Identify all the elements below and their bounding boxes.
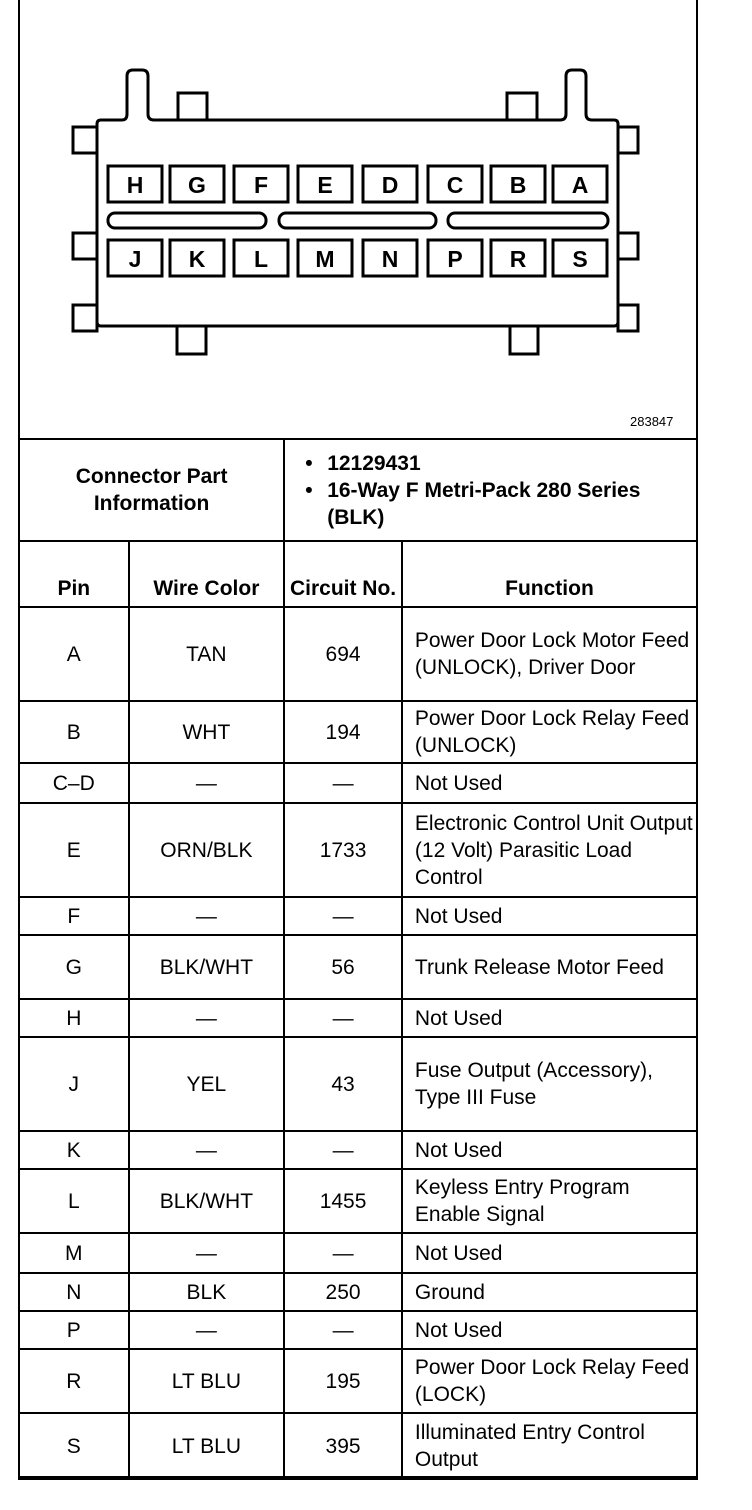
circuit-cell: — <box>284 1233 402 1273</box>
wire-color-cell: — <box>129 1311 285 1349</box>
wire-color-cell: BLK/WHT <box>129 935 285 999</box>
table-row <box>19 607 697 701</box>
pin-cavity-C <box>428 166 482 202</box>
function-cell: Fuse Output (Accessory), Type III Fuse <box>402 1037 697 1131</box>
pin-label: S <box>572 246 588 272</box>
circuit-cell: 250 <box>284 1273 402 1311</box>
circuit-cell: — <box>284 1131 402 1169</box>
pin-cavity-E <box>298 166 352 202</box>
table-row <box>19 803 697 897</box>
pin-cavity-F <box>234 166 288 202</box>
pin-label: C <box>446 172 464 198</box>
function-cell: Not Used <box>402 999 697 1037</box>
wire-color-cell: — <box>129 1233 285 1273</box>
pin-cell: B <box>19 701 129 763</box>
pin-cell: C–D <box>19 763 129 803</box>
pinout-table <box>18 438 698 1480</box>
pin-cavity-R <box>491 240 545 276</box>
pin-cavity-M <box>298 240 352 276</box>
pin-cavity-H <box>108 166 162 202</box>
circuit-cell: — <box>284 999 402 1037</box>
header-pin: Pin <box>19 541 129 607</box>
pin-label: D <box>381 172 399 198</box>
circuit-cell: 195 <box>284 1349 402 1413</box>
function-cell: Electronic Control Unit Output (12 Volt) Parasitic Load Control <box>402 803 697 897</box>
pin-cell: G <box>19 935 129 999</box>
circuit-cell: 694 <box>284 607 402 701</box>
wire-color-cell: LT BLU <box>129 1413 285 1479</box>
connector-type: • 16-Way F Metri-Pack 280 Series (BLK) <box>305 477 696 531</box>
pin-cell: P <box>19 1311 129 1349</box>
header-function: Function <box>402 541 697 607</box>
circuit-cell: 1733 <box>284 803 402 897</box>
table-row <box>19 897 697 935</box>
pin-cell: J <box>19 1037 129 1131</box>
table-row <box>19 999 697 1037</box>
connector-diagram <box>0 0 752 440</box>
table-row <box>19 1233 697 1273</box>
pin-cavity-S <box>553 240 607 276</box>
function-cell: Not Used <box>402 1131 697 1169</box>
circuit-cell: 395 <box>284 1413 402 1479</box>
table-row <box>19 1131 697 1169</box>
table-row <box>19 1311 697 1349</box>
wire-color-cell: TAN <box>129 607 285 701</box>
pin-cell: R <box>19 1349 129 1413</box>
header-wire-color: Wire Color <box>129 541 285 607</box>
pin-label: R <box>509 246 527 272</box>
pin-cavity-G <box>170 166 224 202</box>
function-cell: Ground <box>402 1273 697 1311</box>
pin-cavity-B <box>491 166 545 202</box>
function-cell: Not Used <box>402 1311 697 1349</box>
pin-cell: A <box>19 607 129 701</box>
table-row <box>19 1169 697 1233</box>
header-row <box>19 541 697 607</box>
table-row <box>19 701 697 763</box>
pin-cavity-P <box>428 240 482 276</box>
table-row <box>19 1349 697 1413</box>
circuit-cell: 56 <box>284 935 402 999</box>
pin-label: N <box>381 246 399 272</box>
function-cell: Keyless Entry Program Enable Signal <box>402 1169 697 1233</box>
pin-label: L <box>253 246 269 272</box>
pin-cell: H <box>19 999 129 1037</box>
pin-label: A <box>571 172 589 198</box>
function-cell: Not Used <box>402 763 697 803</box>
wire-color-cell: YEL <box>129 1037 285 1131</box>
wire-color-cell: BLK/WHT <box>129 1169 285 1233</box>
wire-color-cell: WHT <box>129 701 285 763</box>
pin-cavity-L <box>234 240 288 276</box>
circuit-cell: — <box>284 1311 402 1349</box>
circuit-cell: 194 <box>284 701 402 763</box>
function-cell: Not Used <box>402 897 697 935</box>
pin-cell: K <box>19 1131 129 1169</box>
pin-label: K <box>188 246 206 272</box>
circuit-cell: — <box>284 763 402 803</box>
connector-info-row <box>19 439 697 541</box>
circuit-cell: — <box>284 897 402 935</box>
pin-label: F <box>253 172 269 198</box>
pin-cavity-A <box>553 166 607 202</box>
function-cell: Illuminated Entry Control Output <box>402 1413 697 1479</box>
pin-label: M <box>315 246 335 272</box>
table-row <box>19 1037 697 1131</box>
part-number: • 12129431 <box>305 450 696 477</box>
pin-cavity-N <box>363 240 417 276</box>
function-cell: Power Door Lock Relay Feed (UNLOCK) <box>402 701 697 763</box>
header-circuit: Circuit No. <box>284 541 402 607</box>
pin-cell: F <box>19 897 129 935</box>
pin-cell: N <box>19 1273 129 1311</box>
connector-info-label: Connector Part Information <box>19 439 284 541</box>
wire-color-cell: — <box>129 999 285 1037</box>
figure-number: 283847 <box>630 414 674 429</box>
pin-label: J <box>128 246 142 272</box>
table-row <box>19 763 697 803</box>
circuit-cell: 43 <box>284 1037 402 1131</box>
wire-color-cell: — <box>129 897 285 935</box>
pin-label: P <box>447 246 463 272</box>
pin-label: E <box>317 172 333 198</box>
table-row <box>19 1413 697 1479</box>
pin-cell: M <box>19 1233 129 1273</box>
pin-cell: L <box>19 1169 129 1233</box>
pin-cavity-J <box>108 240 162 276</box>
function-cell: Not Used <box>402 1233 697 1273</box>
pin-label: H <box>126 172 144 198</box>
table-row <box>19 1273 697 1311</box>
wire-color-cell: LT BLU <box>129 1349 285 1413</box>
circuit-cell: 1455 <box>284 1169 402 1233</box>
pin-cavity-K <box>170 240 224 276</box>
pin-label: B <box>509 172 527 198</box>
function-cell: Trunk Release Motor Feed <box>402 935 697 999</box>
wire-color-cell: — <box>129 763 285 803</box>
pin-cavity-D <box>363 166 417 202</box>
pin-cell: S <box>19 1413 129 1479</box>
wire-color-cell: BLK <box>129 1273 285 1311</box>
table-row <box>19 935 697 999</box>
wire-color-cell: — <box>129 1131 285 1169</box>
function-cell: Power Door Lock Motor Feed (UNLOCK), Driver Door <box>402 607 697 701</box>
function-cell: Power Door Lock Relay Feed (LOCK) <box>402 1349 697 1413</box>
pin-label: G <box>188 172 206 198</box>
wire-color-cell: ORN/BLK <box>129 803 285 897</box>
pin-cell: E <box>19 803 129 897</box>
